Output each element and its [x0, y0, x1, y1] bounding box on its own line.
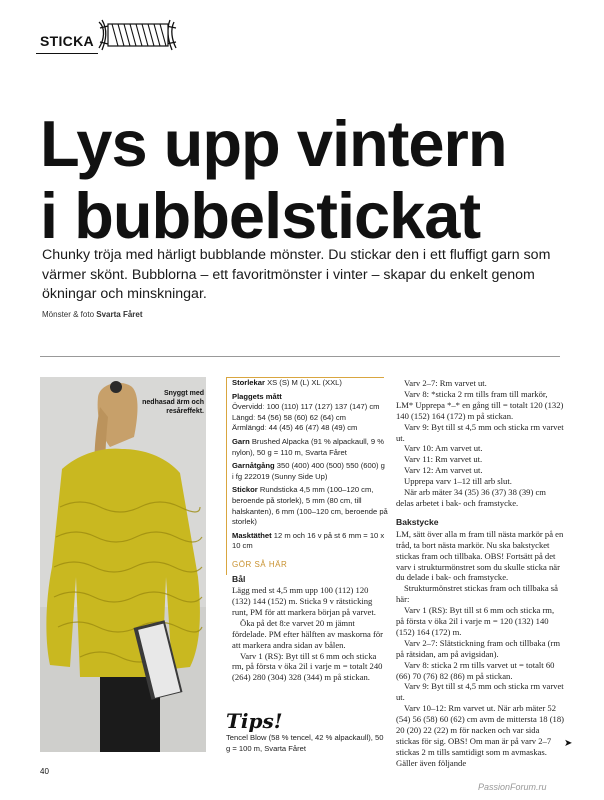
sweater-photo — [40, 377, 206, 752]
spec-column — [232, 378, 388, 683]
garn-value: Brushed Alpacka (91 % alpackaull, 9 % nylon), 50 g = 110 m, Svarta Fåret — [232, 436, 384, 457]
tips-heading: Tips! — [226, 709, 283, 733]
bal-paragraph-2: Öka på det 8:e varvet 20 m jämnt fördelade. PM efter hälften av maskorna för att markera andra sidan av bålen. — [232, 617, 384, 650]
credit-name: Svarta Fåret — [96, 310, 143, 319]
bak-p4: Varv 2–7: Slätstickning fram och tillbaka (rm på rätsidan, am på avigsidan). — [396, 637, 561, 659]
tips-text: Tencel Blow (58 % tencel, 42 % alpackaull), 50 g = 100 m, Svarta Fåret — [226, 733, 384, 753]
yarn-skein-icon — [96, 14, 178, 54]
bakstycke-heading: Bakstycke — [396, 516, 439, 527]
garnatgang-value: 350 (400) 400 (500) 550 (600) g i fg 222019 (Sunny Side Up) — [232, 461, 385, 481]
title-line-1: Lys upp vintern — [40, 107, 507, 180]
page-title — [40, 108, 507, 252]
spec-garn — [232, 437, 388, 458]
storlekar-value: XS (S) M (L) XL (XXL) — [267, 378, 342, 387]
page-number: 40 — [40, 767, 49, 776]
bak-p5: Varv 8: sticka 2 rm tills varvet ut = totalt 60 (66) 70 (76) 82 (86) m på stickan. — [396, 659, 555, 681]
credit-prefix: Mönster & foto — [42, 310, 95, 319]
continue-arrow-icon: ➤ — [564, 738, 573, 749]
col3-p6: Varv 12: Am varvet ut. — [404, 465, 483, 476]
instructions-column — [396, 378, 564, 769]
plaggets-label: Plaggets mått — [232, 391, 282, 401]
stickor-value: Rundsticka 4,5 mm (100–120 cm, beroende på storlek), 5 mm (80 cm, till halskanten), 6 mm (100–120 cm, beroende på storlek) — [232, 485, 388, 527]
spec-storlekar — [232, 378, 388, 389]
bak-p3: Varv 1 (RS): Byt till st 6 mm och sticka rm, på första v öka 2il i varje m = 120 (132) 140 (152) 164 (172) m. — [396, 605, 555, 637]
maskt-value: 12 m och 16 v på st 6 mm = 10 x 10 cm — [232, 530, 385, 551]
spec-box-left — [226, 377, 227, 575]
col3-p5: Varv 11: Rm varvet ut. — [404, 454, 483, 465]
bal-heading: Bål — [232, 573, 246, 584]
bal-paragraph-1: Lägg med st 4,5 mm upp 100 (112) 120 (132) 144 (152) m. Sticka 9 v rätsticking runt, PM för att markera början på varvet. — [232, 585, 376, 617]
instructions-heading: GÖR SÅ HÄR — [232, 559, 288, 569]
col3-p3: Varv 9: Byt till st 4,5 mm och sticka rm varvet ut. — [396, 421, 564, 443]
storlekar-label: Storlekar — [232, 378, 265, 387]
bak-p2: Strukturmönstret stickas fram och tillbaka så här: — [396, 583, 558, 605]
section-underline — [36, 53, 98, 54]
plaggets-value: Överviddː 100 (110) 117 (127) 137 (147) cm Längdː 54 (56) 58 (60) 62 (64) cm Ärmlängdː 44 (45) 46 (47) 48 (49) cm — [232, 402, 380, 433]
bak-p7: Varv 10–12: Rm varvet ut. När arb mäter 52 (54) 56 (58) 60 (62) cm avm de mittersta 18 (18) 20 (20) 22 (22) m för nacken och var sida stickas för sig. OBS! Om man är på varv 2–7 stickas 2 m tills samtidigt som m avmaskas. Gäller även följande — [396, 703, 565, 768]
divider — [40, 356, 560, 357]
bak-p6: Varv 9: Byt till st 4,5 mm och sticka rm varvet ut. — [396, 681, 564, 703]
intro-text: Chunky tröja med härligt bubblande mönster. Du stickar den i ett fluffigt garn som värmer skönt. Bubblorna – ett favoritmönster i vinter – skapar du enkelt genom ökningar och minskningar. — [42, 247, 551, 302]
stickor-label: Stickor — [232, 485, 258, 495]
maskt-label: Masktäthet — [232, 530, 272, 540]
photo-caption: Snyggt med nedhasad ärm och resåreffekt. — [142, 390, 204, 415]
col3-p4: Varv 10: Am varvet ut. — [404, 443, 483, 454]
col3-p7: Upprepa varv 1–12 till arb slut. — [404, 476, 512, 487]
credit-line — [42, 310, 143, 319]
title-line-2: i bubbelstickat — [40, 179, 481, 252]
col3-p1: Varv 2–7: Rm varvet ut. — [404, 378, 487, 388]
spec-plaggets — [232, 392, 388, 434]
spec-garnatgang — [232, 461, 388, 482]
garn-label: Garn — [232, 436, 250, 446]
bal-paragraph-3: Varv 1 (RS): Byt till st 6 mm och sticka rm, på första v öka 2il i varje m = totalt 240 (264) 280 (304) 328 (344) m på stickan. — [232, 650, 383, 683]
garnatgang-label: Garnåtgång — [232, 461, 275, 471]
bak-p1: LM, sätt över alla m fram till nästa markör på en tråd, ta bort nästa markör. Nu ska bakstycket stickas fram och tillbaka. OBS! Fortsätt på det varv i strukturmönstret som du skulle sticka när du delade i bak- och framstycke. — [396, 528, 564, 583]
spec-maskt — [232, 531, 388, 552]
section-tag: STICKA — [40, 33, 94, 49]
watermark: PassionForum.ru — [478, 782, 547, 792]
col3-p8: När arb mäter 34 (35) 36 (37) 38 (39) cm delas arbetet i bak- och framstycke. — [396, 487, 546, 508]
col3-p2: Varv 8: *sticka 2 rm tills fram till markör, LM* Upprepa *–* en gång till = totalt 120 (132) 140 (152) 164 (172) m på stickan. — [396, 388, 564, 421]
spec-stickor — [232, 485, 388, 527]
